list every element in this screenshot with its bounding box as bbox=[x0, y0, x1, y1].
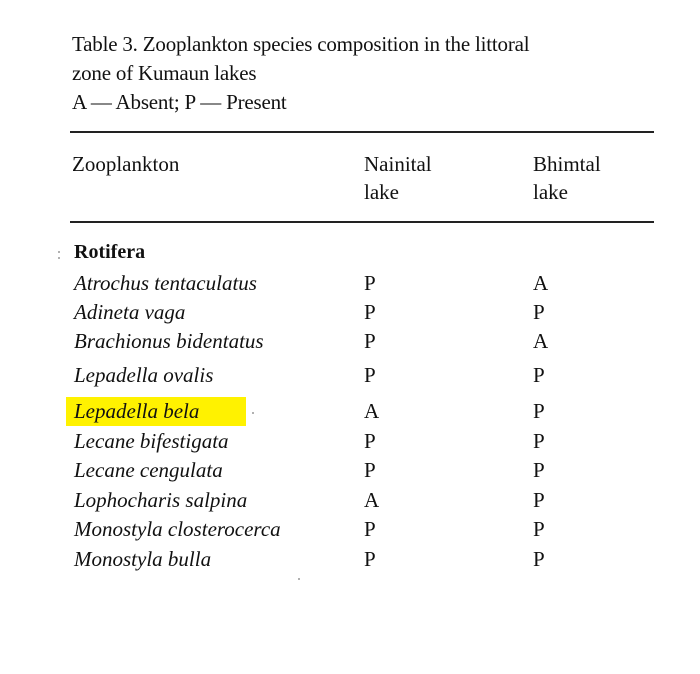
caption-subtitle: zone of Kumaun lakes bbox=[72, 61, 257, 85]
bhimtal-value: A bbox=[533, 271, 549, 295]
group-label-rotifera: Rotifera bbox=[74, 241, 146, 263]
species-name: Lepadella ovalis bbox=[74, 363, 214, 387]
species-name: Brachionus bidentatus bbox=[74, 329, 264, 353]
scan-speck bbox=[252, 412, 254, 414]
table-row bbox=[0, 486, 700, 515]
nainital-value: P bbox=[364, 517, 376, 541]
species-name: Adineta vaga bbox=[74, 300, 186, 324]
scan-speck bbox=[58, 251, 60, 253]
nainital-value: P bbox=[364, 363, 376, 387]
nainital-value: A bbox=[364, 399, 380, 423]
table-row bbox=[0, 269, 700, 298]
nainital-value: P bbox=[364, 329, 376, 353]
clipped-row-container bbox=[0, 363, 700, 390]
table-row bbox=[0, 456, 700, 485]
clipped-row-container bbox=[0, 327, 700, 353]
bhimtal-value: P bbox=[533, 429, 545, 453]
top-rule bbox=[70, 131, 654, 133]
bhimtal-value: P bbox=[533, 399, 545, 423]
header-rule bbox=[70, 221, 654, 223]
species-name: Monostyla bulla bbox=[74, 547, 212, 571]
bhimtal-value: P bbox=[533, 488, 545, 512]
species-name: Lophocharis salpina bbox=[74, 488, 248, 512]
header-bhimtal: Bhimtal lake bbox=[533, 152, 601, 204]
caption-legend: A — Absent; P — Present bbox=[72, 90, 287, 114]
bhimtal-value: P bbox=[533, 300, 545, 324]
table-row bbox=[0, 361, 700, 390]
bhimtal-value: P bbox=[533, 363, 545, 387]
header-zooplankton: Zooplankton bbox=[72, 152, 180, 176]
bhimtal-value: P bbox=[533, 458, 545, 482]
scan-speck bbox=[298, 578, 300, 580]
nainital-value: P bbox=[364, 271, 376, 295]
table-row bbox=[0, 427, 700, 456]
bhimtal-value: P bbox=[533, 517, 545, 541]
bhimtal-value: A bbox=[533, 329, 549, 353]
bhimtal-value: P bbox=[533, 547, 545, 571]
nainital-value: P bbox=[364, 429, 376, 453]
table-row bbox=[0, 515, 700, 544]
table-row bbox=[0, 298, 700, 327]
caption-title: Table 3. Zooplankton species composition in the littoral bbox=[72, 32, 530, 56]
table-row-highlighted bbox=[0, 397, 700, 426]
nainital-value: P bbox=[364, 300, 376, 324]
species-name: Monostyla closterocerca bbox=[74, 517, 281, 541]
scan-speck bbox=[58, 257, 60, 259]
nainital-value: P bbox=[364, 547, 376, 571]
nainital-value: A bbox=[364, 488, 380, 512]
species-name: Lecane bifestigata bbox=[74, 429, 229, 453]
table-row bbox=[0, 327, 700, 356]
table-row bbox=[0, 545, 700, 574]
species-name: Atrochus tentaculatus bbox=[74, 271, 257, 295]
species-name: Lecane cengulata bbox=[74, 458, 223, 482]
table-caption bbox=[72, 30, 529, 117]
header-nainital: Nainital lake bbox=[364, 152, 432, 204]
nainital-value: P bbox=[364, 458, 376, 482]
species-name: Lepadella bela bbox=[74, 399, 200, 423]
